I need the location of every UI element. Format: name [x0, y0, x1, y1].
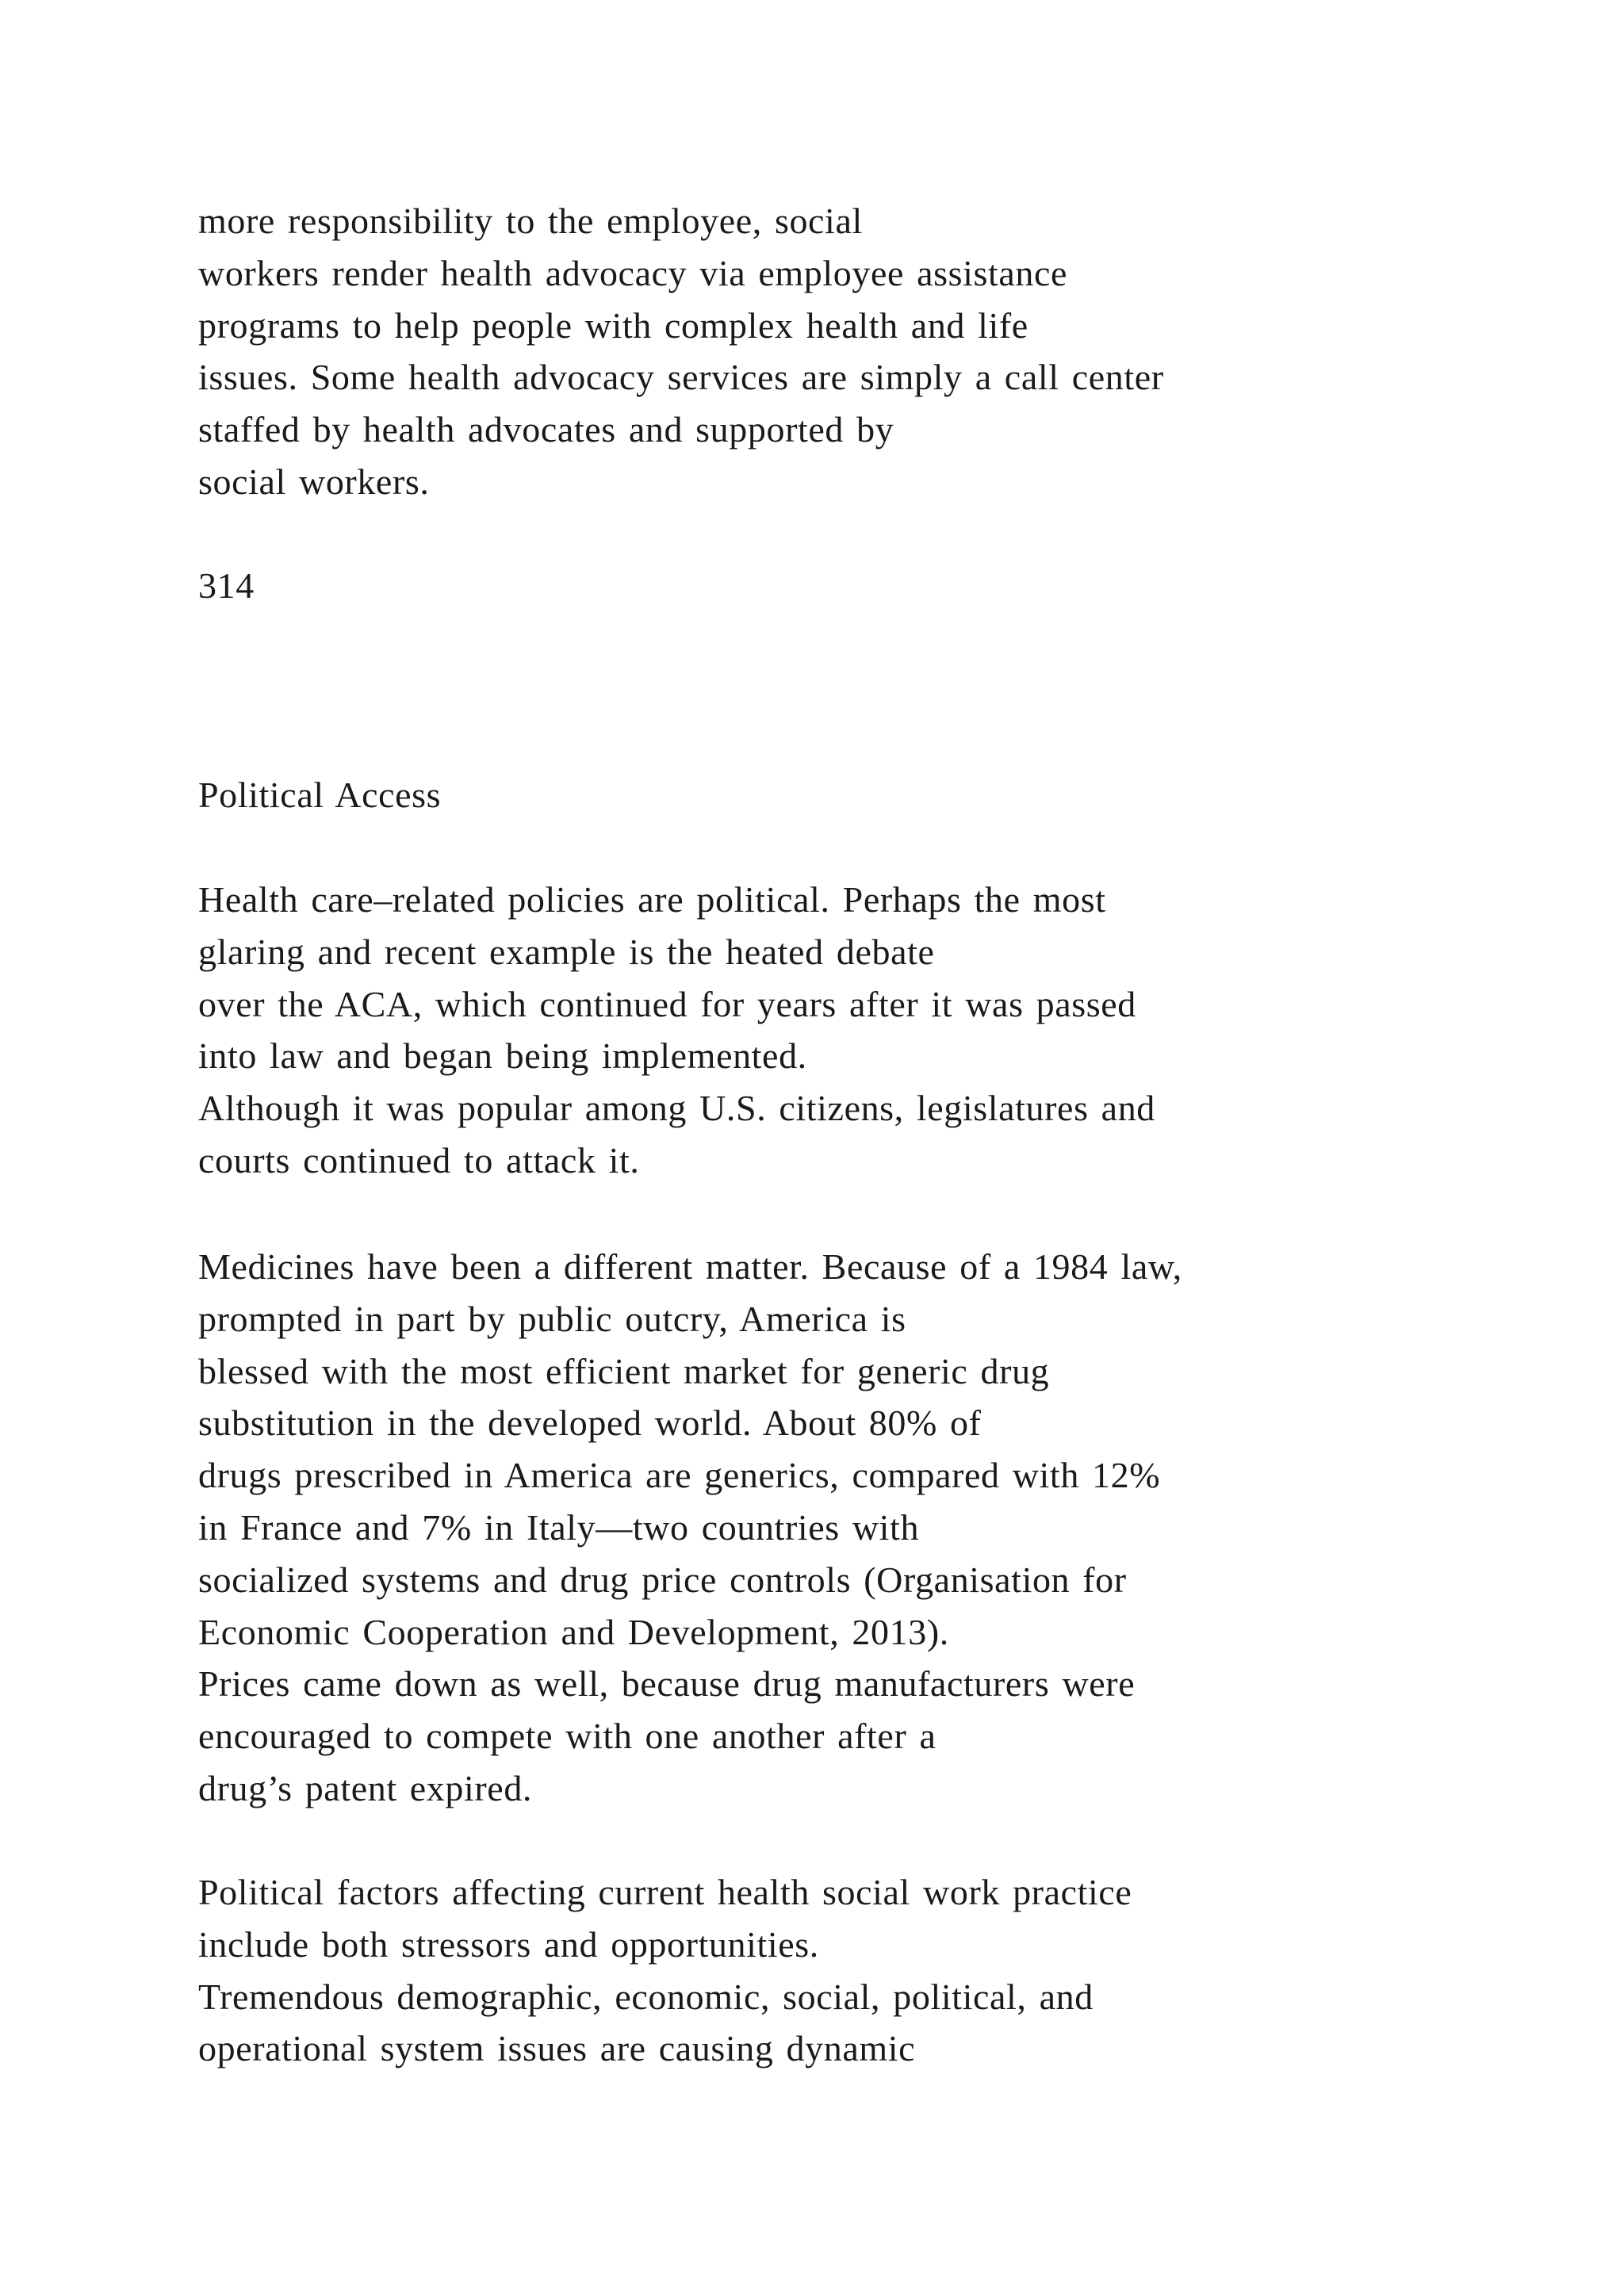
- text-line: socialized systems and drug price controls (Organisation for: [198, 1559, 1127, 1600]
- text-line: Economic Cooperation and Development, 2013).: [198, 1611, 949, 1652]
- text-line: Health care–related policies are political. Perhaps the most: [198, 879, 1106, 920]
- paragraph-political-factors: [198, 1866, 1546, 2075]
- intro-paragraph: [198, 195, 1546, 508]
- text-line: drugs prescribed in America are generics, compared with 12%: [198, 1455, 1161, 1496]
- text-line: blessed with the most efficient market for generic drug: [198, 1350, 1050, 1391]
- text-line: over the ACA, which continued for years after it was passed: [198, 983, 1136, 1024]
- text-line: drug’s patent expired.: [198, 1767, 533, 1808]
- text-line: Although it was popular among U.S. citizens, legislatures and: [198, 1088, 1155, 1129]
- text-line: workers render health advocacy via employee assistance: [198, 252, 1068, 293]
- text-line: include both stressors and opportunities.: [198, 1923, 819, 1965]
- section-heading: Political Access: [198, 775, 442, 815]
- section-heading-block: [198, 769, 1546, 821]
- text-line: into law and began being implemented.: [198, 1035, 807, 1077]
- paragraph-political-policies: [198, 874, 1546, 1187]
- text-line: issues. Some health advocacy services are simply a call center: [198, 357, 1164, 398]
- text-line: programs to help people with complex health and life: [198, 304, 1028, 346]
- text-line: encouraged to compete with one another after a: [198, 1716, 936, 1757]
- paragraph-medicines: [198, 1241, 1546, 1815]
- text-line: prompted in part by public outcry, America is: [198, 1298, 906, 1339]
- page-number-block: [198, 560, 1546, 612]
- text-line: operational system issues are causing dynamic: [198, 2028, 916, 2069]
- text-line: Tremendous demographic, economic, social, political, and: [198, 1976, 1094, 2017]
- page-number: 314: [198, 565, 255, 606]
- text-line: staffed by health advocates and supported by: [198, 409, 894, 450]
- text-line: Prices came down as well, because drug manufacturers were: [198, 1663, 1136, 1705]
- text-line: substitution in the developed world. About 80% of: [198, 1402, 982, 1444]
- text-line: Medicines have been a different matter. Because of a 1984 law,: [198, 1246, 1182, 1287]
- text-line: more responsibility to the employee, social: [198, 201, 863, 241]
- text-line: courts continued to attack it.: [198, 1139, 640, 1181]
- text-line: social workers.: [198, 461, 430, 502]
- text-line: in France and 7% in Italy—two countries with: [198, 1506, 920, 1548]
- text-line: Political factors affecting current health social work practice: [198, 1872, 1132, 1912]
- text-line: glaring and recent example is the heated debate: [198, 931, 935, 972]
